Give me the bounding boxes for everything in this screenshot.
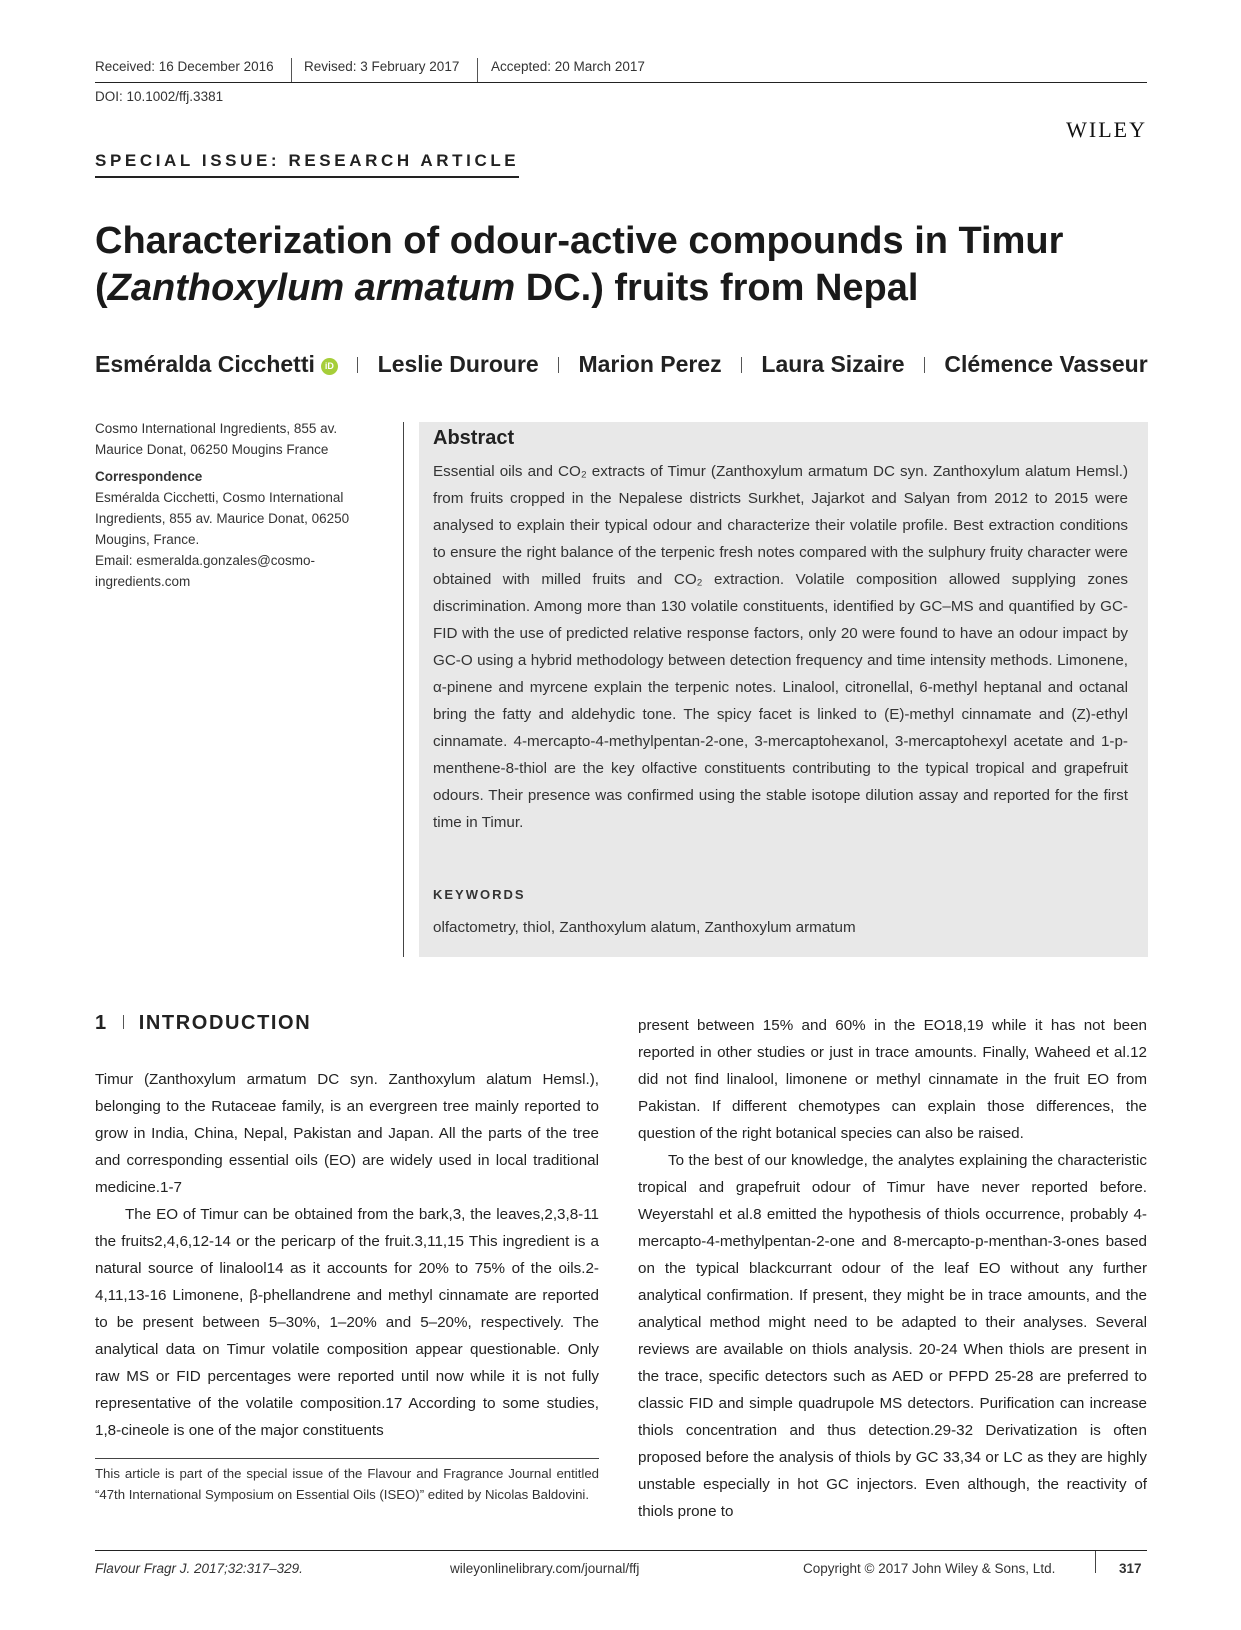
page-number: 317 [1119, 1561, 1142, 1576]
author[interactable]: Leslie Duroure [377, 351, 539, 377]
footnote: This article is part of the special issue of the Flavour and Fragrance Journal entitled “47th International Symposium on Essential Oils (ISEO)” edited by Nicolas Baldovini. [95, 1466, 599, 1502]
journal-url[interactable]: wileyonlinelibrary.com/journal/ffj [450, 1561, 640, 1576]
author[interactable]: Esméralda Cicchetti [95, 351, 315, 377]
section-title: INTRODUCTION [138, 1012, 312, 1034]
abstract-box [419, 422, 1148, 957]
footnote-rule [95, 1458, 599, 1459]
journal-citation: Flavour Fragr J. 2017;32:317–329. [95, 1561, 303, 1576]
divider [741, 357, 742, 373]
divider [1095, 1551, 1096, 1573]
copyright: Copyright © 2017 John Wiley & Sons, Ltd. [803, 1561, 1056, 1576]
accepted-date: Accepted: 20 March 2017 [491, 59, 645, 74]
correspondence-address: Esméralda Cicchetti, Cosmo International Ingredients, 855 av. Maurice Donat, 06250 Mougins, France. [95, 490, 350, 547]
title-paren: ( [95, 267, 108, 309]
received-date: Received: 16 December 2016 [95, 59, 274, 74]
title-line-2-rest: DC.) fruits from Nepal [515, 267, 919, 309]
author[interactable]: Laura Sizaire [761, 351, 905, 377]
affiliation-block [95, 418, 380, 592]
paragraph: Timur (Zanthoxylum armatum DC syn. Zanthoxylum alatum Hemsl.), belonging to the Rutaceae family, is an evergreen tree mainly reported to grow in India, China, Nepal, Pakistan and Japan. All the parts of the tree and corresponding essential oils (EO) are widely used in local traditional medicine.1-7 [95, 1071, 599, 1196]
keywords: olfactometry, thiol, Zanthoxylum alatum, Zanthoxylum armatum [433, 919, 856, 936]
divider [558, 357, 559, 373]
divider [291, 58, 292, 82]
body-column-left [95, 1066, 599, 1444]
correspondence-email[interactable]: Email: esmeralda.gonzales@cosmo-ingredients.com [95, 553, 316, 589]
abstract-heading: Abstract [433, 427, 515, 449]
divider [357, 357, 358, 373]
paragraph: To the best of our knowledge, the analytes explaining the characteristic tropical and grapefruit odour of Timur have never reported before. Weyerstahl et al.8 emitted the hypothesis of thiols occurrence, probably 4-mercapto-4-methylpentan-2-one and 8-mercapto-p-menthan-3-ones based on the typical blackcurrant odour of the leaf EO without any further analytical confirmation. If present, they might be in trace amounts, and the analytical method might need to be adapted to their analyses. Several reviews are available on thiols analysis. 20-24 When thiols are present in the trace, specific detectors such as AED or PFPD 25-28 are preferred to classic FID and simple quadrupole MS detectors. Purification can increase thiols concentration and thus detection.29-32 Derivatization is often proposed before the analysis of thiols by GC 33,34 or LC as they are highly unstable especially in hot GC injectors. Even although, the reactivity of thiols prone to [638, 1152, 1147, 1520]
author[interactable]: Clémence Vasseur [944, 351, 1148, 377]
author-list [95, 351, 1148, 378]
section-heading [95, 1012, 311, 1035]
orcid-icon[interactable]: iD [321, 358, 338, 375]
keywords-heading: KEYWORDS [433, 887, 526, 902]
paragraph: present between 15% and 60% in the EO18,19 while it has not been reported in other studies or just in trace amounts. Finally, Waheed et al.12 did not find linalool, limonene or methyl cinnamate in the fruit EO from Pakistan. If different chemotypes can explain those differences, the question of the right botanical species can also be raised. [638, 1017, 1147, 1142]
title-line-1: Characterization of odour-active compounds in Timur [95, 220, 1064, 262]
divider [477, 58, 478, 82]
author[interactable]: Marion Perez [578, 351, 722, 377]
doi[interactable]: DOI: 10.1002/ffj.3381 [95, 89, 224, 104]
divider [403, 422, 404, 957]
paragraph: The EO of Timur can be obtained from the bark,3, the leaves,2,3,8-11 the fruits2,4,6,12-14 or the pericarp of the fruit.3,11,15 This ingredient is a natural source of linalool14 as it accounts for 20% to 75% of the oils.2-4,11,13-16 Limonene, β-phellandrene and methyl cinnamate are reported to be present between 5–30%, 1–20% and 5–20%, respectively. The analytical data on Timur volatile composition appear questionable. Only raw MS or FID percentages were reported until now while it is not fully representative of the volatile composition.17 According to some studies, 1,8-cineole is one of the major constituents [95, 1206, 599, 1439]
section-number: 1 [95, 1012, 108, 1034]
correspondence-heading: Correspondence [95, 469, 203, 484]
article-dates [95, 58, 1147, 83]
publisher-logo: WILEY [1066, 117, 1147, 142]
article-title [95, 218, 1155, 312]
revised-date: Revised: 3 February 2017 [304, 59, 460, 74]
page-footer [95, 1550, 1147, 1579]
affiliation: Cosmo International Ingredients, 855 av. Maurice Donat, 06250 Mougins France [95, 421, 338, 457]
title-species: Zanthoxylum armatum [107, 267, 516, 309]
abstract-text: Essential oils and CO₂ extracts of Timur (Zanthoxylum armatum DC syn. Zanthoxylum alatum Hemsl.) from fruits cropped in the Nepalese districts Surkhet, Jajarkot and Salyan from 2012 to 2015 were analysed to explain their typical odour and characterize their volatile profile. Best extraction conditions to ensure the right balance of the terpenic fresh notes compared with the sulphury fruity character were obtained with milled fruits and CO₂ extraction. Volatile composition allowed supplying zones discrimination. Among more than 130 volatile constituents, identified by GC–MS and quantified by GC-FID with the use of predicted relative response factors, only 20 were found to have an odour impact by GC-O using a hybrid methodology between detection frequency and time intensity methods. Limonene, α-pinene and myrcene explain the terpenic notes. Linalool, citronellal, 6-methyl heptanal and octanal bring the fatty and aldehydic tone. The spicy facet is linked to (E)-methyl cinnamate and (Z)-ethyl cinnamate. 4-mercapto-4-methylpentan-2-one, 3-mercaptohexanol, 3-mercaptohexyl acetate and 1-p-menthene-8-thiol are the key olfactive constituents contributing to the typical tropical and grapefruit odours. Their presence was confirmed using the stable isotope dilution assay and reported for the first time in Timur. [433, 463, 1128, 831]
body-column-right [638, 1012, 1147, 1525]
divider [924, 357, 925, 373]
section-label: SPECIAL ISSUE: RESEARCH ARTICLE [95, 151, 519, 178]
divider [123, 1015, 124, 1029]
